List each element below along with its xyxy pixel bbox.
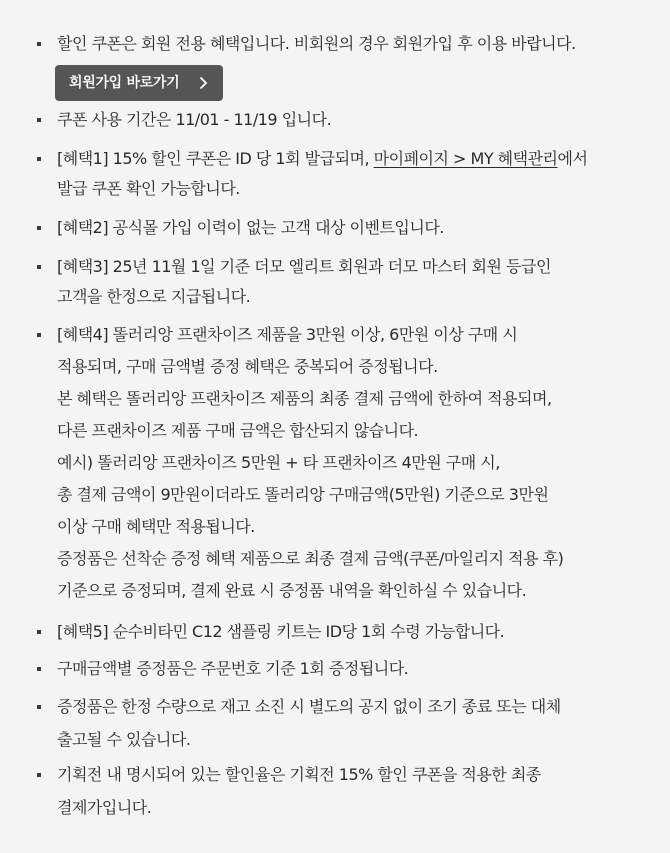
bullet-icon — [37, 157, 41, 161]
notice-text-line: 기획전 내 명시되어 있는 할인율은 기획전 15% 할인 쿠폰을 적용한 최종 — [57, 765, 541, 784]
my-benefits-link[interactable]: 마이페이지 > MY 혜택관리 — [373, 149, 558, 168]
bullet-icon — [37, 265, 41, 269]
notice-text-line: 출고될 수 있습니다. — [57, 730, 191, 749]
notice-text-line: 다른 프랜차이즈 제품 구매 금액은 합산되지 않습니다. — [57, 421, 419, 440]
notice-text-line: 적용되며, 구매 금액별 증정 혜택은 중복되어 증정됩니다. — [57, 357, 438, 376]
bullet-icon — [37, 333, 41, 337]
bullet-icon — [37, 118, 41, 122]
signup-shortcut-label: 회원가입 바로가기 — [69, 75, 180, 91]
notice-text-line: [혜택4] 똘러리앙 프랜차이즈 제품을 3만원 이상, 6만원 이상 구매 시 — [57, 325, 518, 344]
bullet-icon — [37, 773, 41, 777]
notice-text: 쿠폰 사용 기간은 11/01 - 11/19 입니다. — [57, 110, 332, 129]
notice-text: [혜택2] 공식몰 가입 이력이 없는 고객 대상 이벤트입니다. — [57, 218, 444, 237]
notice-text-line: 고객을 한정으로 지급됩니다. — [57, 287, 251, 306]
notice-text-line: 증정품은 한정 수량으로 재고 소진 시 별도의 공지 없이 조기 종료 또는 대체 — [57, 697, 561, 716]
chevron-right-icon — [195, 75, 211, 91]
notice-text-line — [57, 147, 587, 171]
notice-text-line: 발급 쿠폰 확인 가능합니다. — [57, 179, 240, 198]
signup-shortcut-button[interactable] — [55, 65, 223, 101]
bullet-icon — [37, 226, 41, 230]
notice-text-line: 증정품은 선착순 증정 혜택 제품으로 최종 결제 금액(쿠폰/마일리지 적용 후) — [57, 549, 564, 568]
notice-text-line: [혜택3] 25년 11월 1일 기준 더모 엘리트 회원과 더모 마스터 회원 등급인 — [57, 257, 551, 276]
bullet-icon — [37, 705, 41, 709]
notice-text: [혜택5] 순수비타민 C12 샘플링 키트는 ID당 1회 수령 가능합니다. — [57, 622, 505, 641]
bullet-icon — [37, 630, 41, 634]
notice-text-line: 본 혜택은 똘러리앙 프랜차이즈 제품의 최종 결제 금액에 한하여 적용되며, — [57, 389, 552, 408]
notice-text-suffix: 에서 — [557, 149, 588, 168]
notice-text-line: 총 결제 금액이 9만원이더라도 똘러리앙 구매금액(5만원) 기준으로 3만원 — [57, 485, 549, 504]
notice-text-line: 예시) 똘러리앙 프랜차이즈 5만원 + 타 프랜차이즈 4만원 구매 시, — [57, 453, 500, 472]
notice-text-prefix: [혜택1] 15% 할인 쿠폰은 ID 당 1회 발급되며, — [57, 149, 374, 168]
notice-text-line: 이상 구매 혜택만 적용됩니다. — [57, 517, 255, 536]
notice-text-line: 기준으로 증정되며, 결제 완료 시 증정품 내역을 확인하실 수 있습니다. — [57, 581, 527, 600]
notice-text: 구매금액별 증정품은 주문번호 기준 1회 증정됩니다. — [57, 659, 409, 678]
notice-text-line: 결제가입니다. — [57, 798, 152, 817]
bullet-icon — [37, 667, 41, 671]
bullet-icon — [37, 42, 41, 46]
notice-text: 할인 쿠폰은 회원 전용 혜택입니다. 비회원의 경우 회원가입 후 이용 바랍니다. — [57, 34, 576, 53]
